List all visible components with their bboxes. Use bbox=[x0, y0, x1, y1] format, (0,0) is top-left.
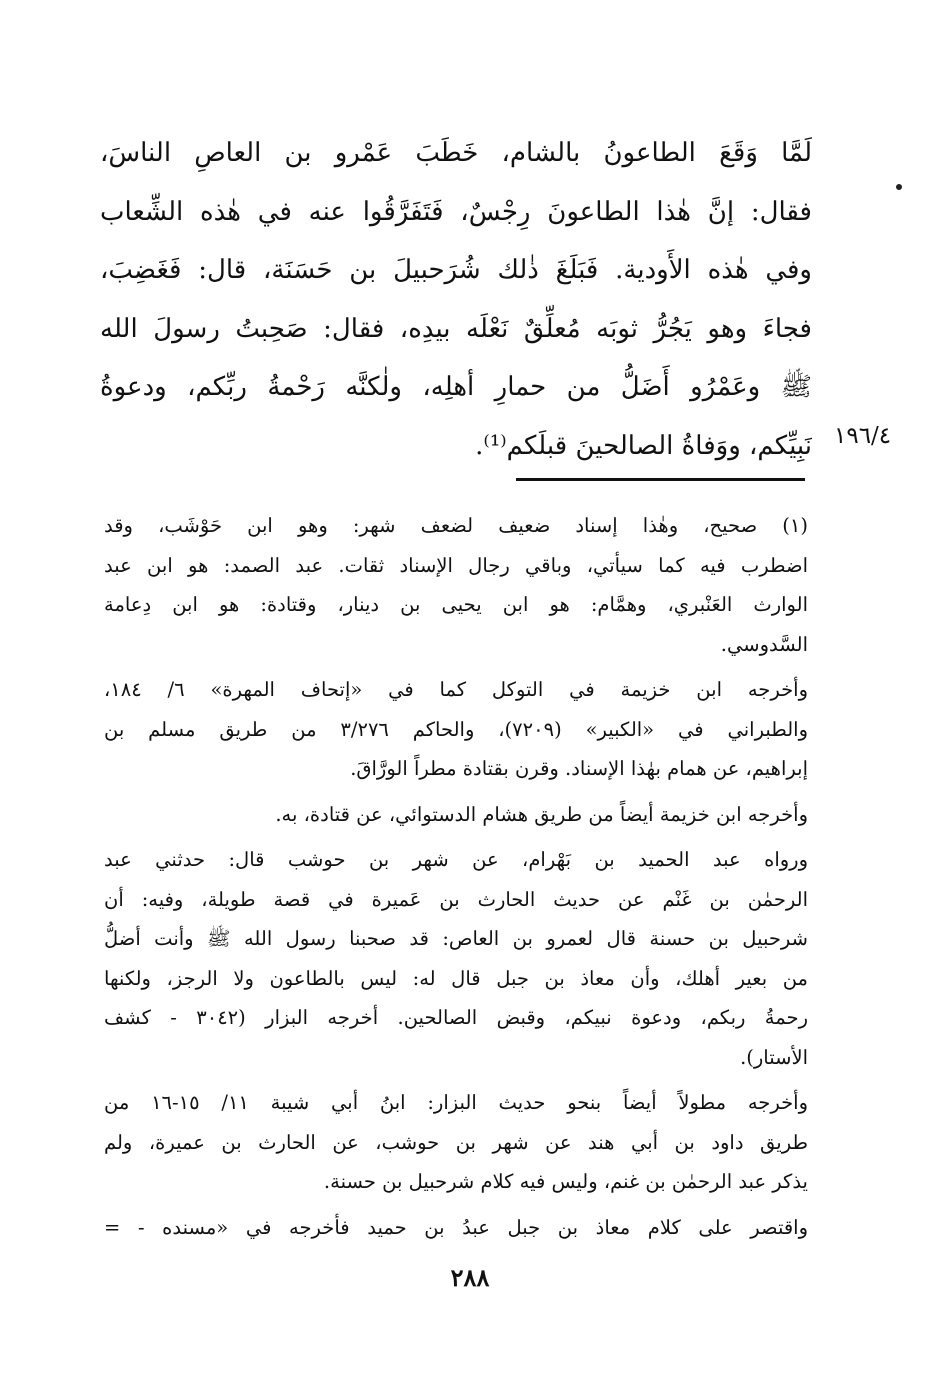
page-number: ٢٨٨ bbox=[450, 1263, 490, 1292]
footnote-line: والطبراني في «الكبير» (٧٢٠٩)، والحاكم ٣/٢٧٦ من طريق مسلم بن bbox=[104, 717, 808, 741]
footnote-line: الرحمٰن بن غَنْم عن حديث الحارث بن عَميرة في قصة طويلة، وفيه: أن bbox=[104, 887, 808, 911]
margin-dot bbox=[896, 184, 902, 190]
main-text-line: ﷺ وعَمْرُو أَضَلُّ من حمارِ أهلِه، ولٰكنَّه رَحْمةُ ربِّكم، ودعوةُ bbox=[100, 372, 812, 402]
main-text-line: فجاءَ وهو يَجُرُّ ثوبَه مُعلِّقٌ نَعْلَه بيدِه، فقال: صَحِبتُ رسولَ الله bbox=[100, 313, 812, 344]
footnote-line: طريق داود بن أبي هند عن شهر بن حوشب، عن الحارث بن عميرة، ولم bbox=[104, 1130, 808, 1154]
footnote-paragraph bbox=[104, 1208, 808, 1248]
footnote-paragraph bbox=[104, 795, 808, 835]
main-text-line: وفي هٰذه الأَودية. فَبَلَغَ ذٰلك شُرَحبيلَ بن حَسَنَة، قال: فَغَضِبَ، bbox=[100, 255, 812, 285]
footnote-line: واقتصر على كلام معاذ بن جبل عبدُ بن حميد فأخرجه في «مسنده - = bbox=[104, 1215, 808, 1239]
footnotes-block bbox=[104, 506, 808, 1253]
footnote-line: الوارث العَنْبري، وهمَّام: هو ابن يحيى بن دينار، وقتادة: هو ابن دِعامة bbox=[104, 593, 808, 616]
footnote-paragraph bbox=[104, 506, 808, 664]
footnote-line: رحمةُ ربكم، ودعوة نبيكم، وقبض الصالحين. أخرجه البزار (٣٠٤٢ - كشف bbox=[104, 1006, 808, 1029]
margin-volume-page-reference: ١٩٦/٤ bbox=[834, 423, 892, 449]
footnote-line: السَّدوسي. bbox=[720, 632, 808, 656]
main-text-line: لَمَّا وَقَعَ الطاعونُ بالشام، خَطَبَ عَمْرو بن العاصِ الناسَ، bbox=[100, 138, 812, 168]
footnote-line: وأخرجه ابن خزيمة في التوكل كما في «إتحاف المهرة» ٦/ ١٨٤، bbox=[104, 678, 808, 701]
footnote-line: وأخرجه مطولاً أيضاً بنحو حديث البزار: ابنُ أبي شيبة ١١/ ١٥-١٦ من bbox=[104, 1091, 808, 1114]
footnote-line: وأخرجه ابن خزيمة أيضاً من طريق هشام الدستوائي، عن قتادة، به. bbox=[275, 802, 808, 826]
footnote-paragraph bbox=[104, 1083, 808, 1202]
main-text-line: فقال: إنَّ هٰذا الطاعونَ رِجْسٌ، فَتَفَرَّقُوا عنه في هٰذه الشِّعاب bbox=[100, 196, 812, 227]
footnote-separator-rule bbox=[516, 478, 805, 481]
footnote-paragraph bbox=[104, 670, 808, 789]
footnote-line: ورواه عبد الحميد بن بَهْرام، عن شهر بن حوشب قال: حدثني عبد bbox=[104, 848, 808, 871]
footnote-paragraph bbox=[104, 840, 808, 1077]
footnote-line: شرحبيل بن حسنة قال لعمرو بن العاص: قد صحبنا رسول الله ﷺ وأنت أضلُّ bbox=[104, 927, 808, 950]
footnote-line: إبراهيم، عن همام بهٰذا الإسناد. وقرن بقتادة مطراً الورَّاقَ. bbox=[350, 757, 808, 780]
main-text-block bbox=[100, 124, 812, 475]
footnote-line: الأستار). bbox=[740, 1045, 808, 1069]
main-text-line: نَبِيِّكم، ووَفاةُ الصالحينَ قبلَكم⁽¹⁾. bbox=[475, 430, 812, 461]
footnote-line: اضطرب فيه كما سيأتي، وباقي رجال الإسناد ثقات. عبد الصمد: هو ابن عبد bbox=[104, 553, 808, 577]
footnote-line: (١) صحيح، وهٰذا إسناد ضعيف لضعف شهر: وهو ابن حَوْشَب، وقد bbox=[104, 514, 808, 537]
footnote-line: من بعير أهلك، وأن معاذ بن جبل قال له: ليس بالطاعون ولا الرجز، ولكنها bbox=[104, 966, 808, 990]
footnote-line: يذكر عبد الرحمٰن بن غنم، وليس فيه كلام شرحبيل بن حسنة. bbox=[323, 1170, 808, 1193]
